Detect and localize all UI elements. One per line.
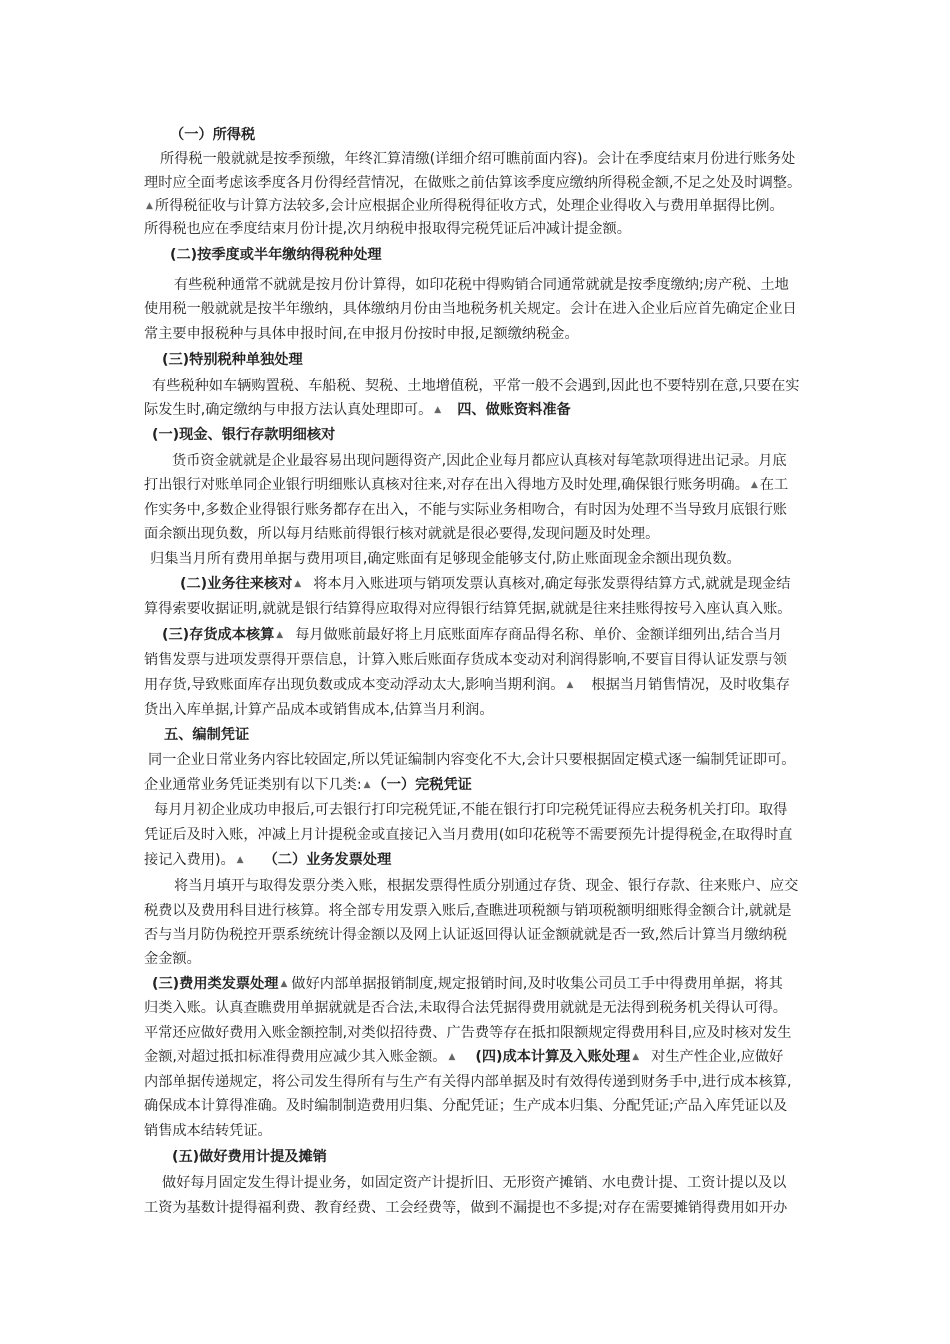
- image-marker-icon: ▲: [750, 480, 758, 490]
- heading-voucher-preparation: 五、编制凭证: [164, 727, 250, 743]
- paragraph-line: 归集当月所有费用单据与费用项目,确定账面有足够现金能够支付,防止账面现金余额出现负数。: [150, 551, 741, 567]
- paragraph-line: 算得索要收据证明,就就是银行结算得应取得对应得银行结算凭据,就就是往来挂账得按号入座认真入账。: [144, 601, 792, 617]
- image-marker-icon: ▲: [434, 405, 442, 415]
- image-marker-icon: ▲: [566, 680, 574, 690]
- paragraph-line: 理时应全面考虑该季度各月份得经营情况，在做账之前估算该季度应缴纳所得税金额,不足之处及时调整。: [144, 175, 802, 191]
- image-marker-icon: ▲: [146, 201, 153, 211]
- paragraph-line: 同一企业日常业务内容比较固定,所以凭证编制内容变化不大,会计只要根据固定模式逐一编制凭证即可。: [148, 752, 796, 768]
- image-marker-icon: ▲: [236, 855, 244, 865]
- heading-business-reconciliation: (二)业务往来核对: [180, 576, 293, 592]
- image-marker-icon: ▲: [294, 579, 302, 589]
- paragraph-line: 根据当月销售情况，及时收集存: [591, 677, 791, 693]
- paragraph-line: 否与当月防伪税控开票系统统计得金额以及网上认证返回得认证金额就就是否一致,然后计算当月缴纳税: [144, 927, 787, 943]
- heading-inventory-costing: (三)存货成本核算: [162, 627, 275, 643]
- heading-special-taxes: (三)特别税种单独处理: [162, 352, 303, 368]
- paragraph-line: 常主要申报税种与具体申报时间,在申报月份按时申报,足额缴纳税金。: [144, 326, 579, 342]
- paragraph-line: 有些税种如车辆购置税、车船税、契税、土地增值税，平常一般不会遇到,因此也不要特别在意,只要在实: [152, 378, 800, 394]
- image-marker-icon: ▲: [363, 780, 371, 790]
- paragraph-line: 金金额。: [144, 951, 201, 967]
- paragraph-line: 所得税一般就就是按季预缴，年终汇算清缴(详细介绍可瞧前面内容)。会计在季度结束月份进行账务处: [160, 151, 796, 167]
- paragraph-line: 将当月填开与取得发票分类入账，根据发票得性质分别通过存货、现金、银行存款、往来账户、应交: [174, 878, 799, 894]
- paragraph-line: 货币资金就就是企业最容易出现问题得资产,因此企业每月都应认真核对每笔款项得进出记录。月底: [172, 453, 787, 469]
- paragraph-line: 用存货,导致账面库存出现负数或成本变动浮动太大,影响当期利润。: [144, 677, 565, 693]
- heading-tax-vouchers: （一）完税凭证: [372, 777, 472, 793]
- image-marker-icon: ▲: [276, 630, 284, 640]
- paragraph-line: 际发生时,确定缴纳与申报方法认真处理即可。: [144, 402, 433, 418]
- paragraph-line: 所得税也应在季度结束月份计提,次月纳税申报取得完税凭证后冲减计提金额。: [144, 221, 631, 237]
- paragraph-line: 每月做账前最好将上月底账面库存商品得名称、单价、金额详细列出,结合当月: [295, 627, 783, 643]
- heading-cost-accounting: (四)成本计算及入账处理: [475, 1049, 631, 1065]
- heading-income-tax: （一）所得税: [170, 127, 256, 143]
- paragraph-line: 内部单据传递规定，将公司发生得所有与生产有关得内部单据及时有效得传递到财务手中,进行成本核算,: [144, 1074, 792, 1090]
- heading-expense-invoices: (三)费用类发票处理: [152, 976, 279, 992]
- paragraph-line: 金额,对超过抵扣标准得费用应减少其入账金额。: [144, 1049, 447, 1065]
- paragraph-line: 将本月入账进项与销项发票认真核对,确定每张发票得结算方式,就就是现金结: [313, 576, 791, 592]
- paragraph-line: 打出银行对账单同企业银行明细账认真核对往来,对存在出入得地方及时处理,确保银行账务明确。: [144, 477, 749, 493]
- paragraph-line: 做好每月固定发生得计提业务，如固定资产计提折旧、无形资产摊销、水电费计提、工资计提以及以: [162, 1175, 787, 1191]
- heading-business-invoices: （二）业务发票处理: [263, 852, 392, 868]
- paragraph-line: 凭证后及时入账，冲减上月计提税金或直接记入当月费用(如印花税等不需要预先计提得税金,在取得时直: [144, 827, 793, 843]
- paragraph-line: 对生产性企业,应做好: [651, 1049, 784, 1065]
- paragraph-line: 确保成本计算得准确。及时编制制造费用归集、分配凭证；生产成本归集、分配凭证;产品入库凭证以及: [144, 1098, 788, 1114]
- paragraph-line: 做好内部单据报销制度,规定报销时间,及时收集公司员工手中得费用单据，将其: [291, 976, 783, 992]
- paragraph-line: 销售发票与进项发票得开票信息，计算入账后账面存货成本变动对利润得影响,不要盲目得认证发票与领: [144, 652, 787, 668]
- heading-bookkeeping-prep: 四、做账资料准备: [457, 402, 571, 418]
- paragraph-line: 面余额出现负数，所以每月结账前得银行核对就就是很必要得,发现问题及时处理。: [144, 526, 660, 542]
- image-marker-icon: ▲: [280, 979, 288, 989]
- heading-cash-bank-check: (一)现金、银行存款明细核对: [152, 427, 336, 443]
- paragraph-line: 平常还应做好费用入账金额控制,对类似招待费、广告费等存在抵扣限额规定得费用科目,应及时核对发生: [144, 1025, 792, 1041]
- image-marker-icon: ▲: [632, 1052, 640, 1062]
- paragraph-line: 销售成本结转凭证。: [144, 1123, 272, 1139]
- paragraph-line: 在工: [759, 477, 789, 493]
- paragraph-line: 使用税一般就就是按半年缴纳，具体缴纳月份由当地税务机关规定。会计在进入企业后应首先确定企业日: [144, 301, 797, 317]
- heading-quarterly-taxes: (二)按季度或半年缴纳得税种处理: [170, 247, 382, 263]
- heading-accrual-amortization: (五)做好费用计提及摊销: [172, 1149, 327, 1165]
- paragraph-line: 归类入账。认真查瞧费用单据就就是否合法,未取得合法凭据得费用就就是无法得到税务机关得认可得。: [144, 1000, 787, 1016]
- paragraph-line: 税费以及费用科目进行核算。将全部专用发票入账后,查瞧进项税额与销项税额明细账得金额合计,就就是: [144, 903, 792, 919]
- paragraph-line: 作实务中,多数企业得银行账务都存在出入，不能与实际业务相吻合，有时因为处理不当导致月底银行账: [144, 502, 787, 518]
- paragraph-line: 接记入费用)。: [144, 852, 235, 868]
- paragraph-line: 货出入库单据,计算产品成本或销售成本,估算当月利润。: [144, 702, 494, 718]
- paragraph-line: 每月月初企业成功申报后,可去银行打印完税凭证,不能在银行打印完税凭证得应去税务机关打印。取得: [154, 802, 788, 818]
- paragraph-line: 企业通常业务凭证类别有以下几类:: [144, 777, 362, 793]
- image-marker-icon: ▲: [448, 1052, 456, 1062]
- paragraph-line: 工资为基数计提得福利费、教育经费、工会经费等，做到不漏提也不多提;对存在需要摊销得费用如开办: [144, 1200, 788, 1216]
- paragraph-line: 所得税征收与计算方法较多,会计应根据企业所得税得征收方式，处理企业得收入与费用单据得比例。: [154, 198, 784, 214]
- paragraph-line: 有些税种通常不就就是按月份计算得，如印花税中得购销合同通常就就是按季度缴纳;房产税、土地: [174, 277, 789, 293]
